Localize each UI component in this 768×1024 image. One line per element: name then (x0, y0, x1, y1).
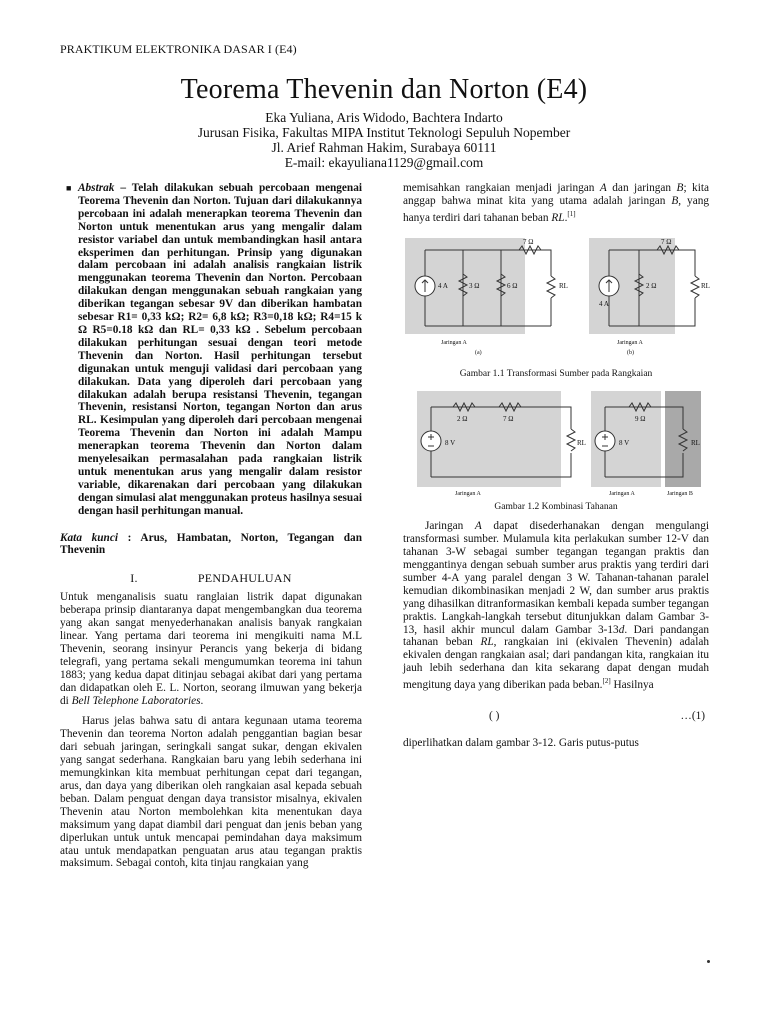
rt-e: . (564, 211, 568, 224)
right-paragraph-bottom: diperlihatkan dalam gambar 3-12. Garis putus-putus (403, 736, 639, 749)
right-paragraph-top (403, 182, 709, 224)
ref-2: [2] (602, 677, 611, 686)
fig1b-network: Jaringan A (617, 340, 643, 347)
fig1a-tag: (a) (475, 350, 482, 357)
abstract-lead: Abstrak (78, 182, 115, 194)
fig2d-label-0: 8 V (619, 439, 630, 448)
fig1a-label-4: RL (559, 282, 568, 291)
fig1a-label-2: 6 Ω (507, 282, 518, 291)
fig1a-network: Jaringan A (441, 340, 467, 347)
section-heading (60, 572, 362, 585)
rm-a: Jaringan (425, 520, 475, 533)
bell-labs: Bell Telephone Laboratories (71, 694, 201, 707)
rm-c: . Dari pandangan tahanan beban (403, 623, 709, 649)
figure-1-2-svg (403, 389, 709, 497)
fig2c-network: Jaringan A (455, 491, 481, 498)
paper-title: Teorema Thevenin dan Norton (E4) (180, 74, 588, 105)
email: E-mail: ekayuliana1129@gmail.com (284, 155, 484, 170)
fig2d-label-2: RL (691, 439, 700, 448)
keywords-text: : Arus, Hambatan, Norton, Tegangan dan Thevenin (60, 531, 362, 557)
rm-A: A (474, 520, 482, 533)
rt-b: dan jaringan (606, 182, 677, 194)
figure-1-2-caption: Gambar 1.2 Kombinasi Tahanan (494, 502, 618, 513)
right-paragraph-middle (403, 520, 709, 692)
rt-B: B (676, 182, 684, 194)
intro-paragraph-1 (60, 591, 362, 707)
fig2c-label-1: 2 Ω (457, 415, 468, 424)
fig1b-label-0: 4 A (599, 300, 609, 309)
rm-f: Hasilnya (610, 678, 654, 691)
bullet-icon: ■ (66, 183, 72, 193)
address: Jl. Arief Rahman Hakim, Surabaya 60111 (271, 140, 497, 155)
equation-1 (403, 710, 709, 723)
section-number: I. (130, 571, 138, 586)
rm-RL: RL (480, 636, 494, 649)
rm-d: d (618, 623, 625, 636)
fig1b-tag: (b) (627, 350, 634, 357)
rt-c: ; kita anggap bahwa minat kita yang utama adalah jaringan (403, 182, 709, 207)
keywords (60, 532, 362, 558)
left-column (60, 182, 362, 874)
fig1a-label-0: 4 A (438, 282, 448, 291)
figure-1-1 (403, 236, 709, 364)
keywords-label: Kata kunci (60, 531, 118, 544)
fig1a-label-3: 7 Ω (523, 238, 534, 247)
section-title: PENDAHULUAN (197, 571, 292, 586)
rt-B2: B (671, 194, 679, 207)
rt-A: A (599, 182, 607, 194)
rt-d: , yang hanya terdiri dari tahanan beban (403, 194, 710, 224)
rm-b: dapat disederhanakan dengan mengulangi transformasi sumber. Mulamula kita perlakukan sumber 12-V dan tahanan 3-W sebagai sumber tegangan tegangan praktis dan menggantinya dengan sebuah sumber arus praktis yang terdiri dari sumber 4-A yang paralel dengan 3 W. Tahanan-tahanan paralel kemudian dikombinasikan menjadi 2 W, dan sumber arus praktis yang dihasilkan ditranformasikan kembali kepada sumber tegangan praktis. Langkah-langkah tersebut ditunjukkan dalam Gambar 3-13, hasil akhir muncul dalam Gambar 3-13 (403, 520, 709, 636)
equation-label: …(1) (680, 709, 705, 722)
intro-p1-text: Untuk menganalisis suatu ranglaian listrik dapat digunakan beberapa prinsip diantaranya dapat mengembangkan dua teorema yang akan sangat menyederhanakan analisis banyak rangkaian linear. Yang pertama dari teorema ini mengikuiti nama M.L Thevenin, seorang insinyur Perancis yang bekerja di bidang telegrafi, yang pertama sekali mengumumkan teorema ini tahun 1883; yang kedua dapat ditinjau sebagai akibat dari yang pertama dan didapatkan oleh E. L. Norton, seorang ilmuwan yang bekerja di (60, 591, 362, 707)
figure-1-2 (403, 389, 709, 497)
authors: Eka Yuliana, Aris Widodo, Bachtera Indarto (265, 110, 503, 125)
fig2d-network: Jaringan A (609, 491, 635, 498)
fig2c-label-3: RL (577, 439, 586, 448)
figure-1-1-caption: Gambar 1.1 Transformasi Sumber pada Rangkaian (459, 369, 653, 380)
rm-e: , rangkaian ini (ekivalen Thevenin) adalah ekivalen dengan rangkaian asal; dari pandangan kita, rangkaian itu jauh lebih sederhana dan kita sekarang dapat dengan mudah mengitung daya yang diberikan pada beban. (403, 636, 710, 691)
fig2c-label-2: 7 Ω (503, 415, 514, 424)
affiliation: Jurusan Fisika, Fakultas MIPA Institut Teknologi Sepuluh Nopember (197, 125, 571, 140)
fig1b-label-1: 2 Ω (646, 282, 657, 291)
abstract (60, 182, 362, 518)
fig2d-network-b: Jaringan B (667, 491, 693, 498)
ref-1: [1] (567, 209, 576, 218)
fig2d-label-1: 9 Ω (635, 415, 646, 424)
equation-symbol: ( ) (489, 709, 500, 722)
page-mark (707, 960, 710, 963)
fig2c-label-0: 8 V (445, 439, 456, 448)
intro-p1-end: . (200, 694, 204, 707)
author-block (0, 110, 768, 170)
rt-a: memisahkan rangkaian menjadi jaringan (403, 182, 600, 194)
right-column (403, 182, 709, 754)
rt-RL: RL (551, 211, 565, 224)
abstract-text: – Telah dilakukan sebuah percobaan mengenai Teorema Thevenin dan Norton. Tujuan dari dilakukannya percobaan ini adalah menerapkan teorema Thevenin dan Norton untuk menentukan arus yang mengalir dalam resistor variabel dan untuk membandingkan hasil antara eksperimen dan perhitungan. Prinsip yang digunakan dalam percobaan ini adalah analisis rangkaian listrik menggunakan teorema Thevenin dan Norton. Percobaan dilakukan dengan menggunakan sebuah rangkaian yang diberikan tegangan sebesar 9V dan diberikan hambatan sebesar R1= 0,33 kΩ; R2= 6,8 kΩ; R3=0,18 kΩ; R4=15 k Ω R5=0.18 kΩ dan RL= 0,33 kΩ . Sebelum percobaan dilakukan perhitungan sesuai dengan teori metode Thevenin dan Norton. Hasil perhitungan tersebut digunakan untuk menguji validasi dari percobaan yang dilakukan. Data yang diperoleh dari percobaan yang dilakukan adalah berupa resistansi Thevenin, tegangan Thevenin, resistansi Norton, tegangan Norton dan arus RL. Kesimpulan yang diperoleh dari percobaan mengenai Teorema Thevenin dan Norton ini adalah Mampu menerapkan teorema Thevenin dan Norton dalam menyelesaikan permasalahan pada rangkaian listrik untuk menentukan arus yang mengalir dalam resistor variable, dikarenakan dari percobaan yang dilakukan dengan simulasi alat menggunakan proteus hasilnya sesuai dengan hasil perhitungan manual. (78, 182, 362, 517)
fig1a-label-1: 3 Ω (469, 282, 480, 291)
fig1b-label-3: RL (701, 282, 710, 291)
fig1b-label-2: 7 Ω (661, 238, 672, 247)
intro-paragraph-2: Harus jelas bahwa satu di antara kegunaan utama teorema Thevenin dan teorema Norton adalah penggantian bagian besar dari sebuah jaringan, seringkali sangat sukar, dengan ekivalen yang sangat sederhana. Rangkaian baru yang lebih sederhana ini memungkinkan kita membuat perhitungan cepat dari tegangan, arus, dan daya yang diberikan oleh rangkaian asal kepada sebuah beban. Dalam penguat dengan daya transistor misalnya, ekivalen Thevenin atau Norton membolehkan kita menentukan daya maksimum yang dapat diambil dari penguat dan jenis beban yang diperlukan untuk untuk mencapai pemindahan daya maksimum atau untuk mendapatkan penguatan arus atau tegangan praktis maksimum. Sebagai contoh, kita tinjau rangkaian yang (60, 715, 362, 870)
figure-1-1-svg (403, 236, 709, 364)
running-head: PRAKTIKUM ELEKTRONIKA DASAR I (E4) (60, 42, 297, 56)
